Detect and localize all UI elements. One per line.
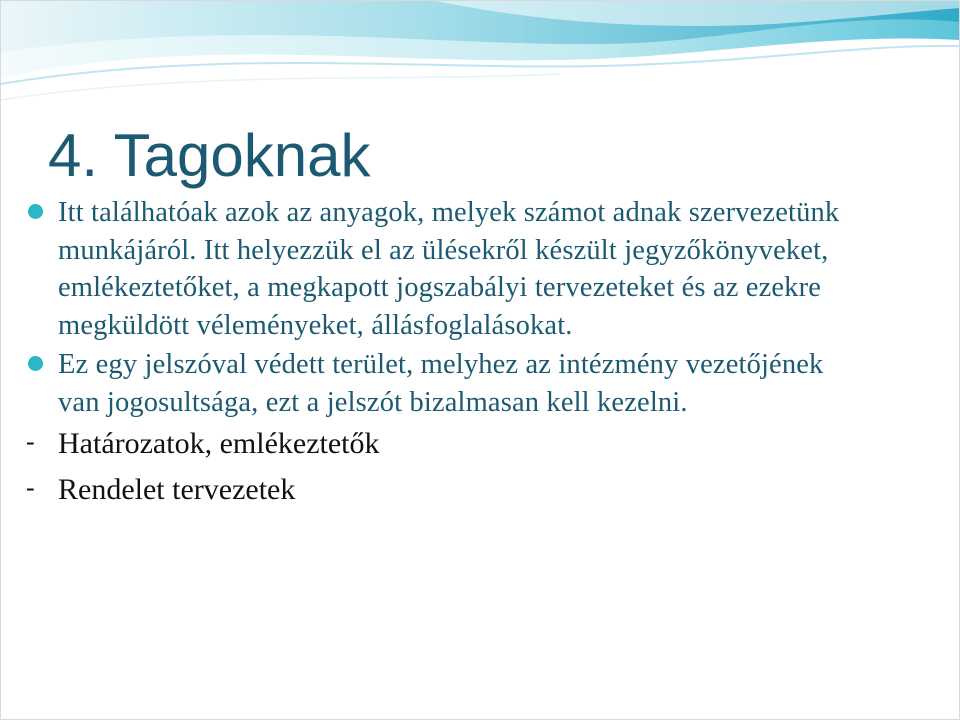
bullet-dot-icon [28, 356, 43, 371]
slide-title: 4. Tagoknak [48, 122, 371, 189]
bullet-dot-icon [28, 204, 43, 219]
list-item [26, 471, 858, 509]
list-item [58, 346, 858, 421]
dash-marker: - [26, 473, 35, 502]
list-item-text: Ez egy jelszóval védett terület, melyhez az intézmény vezetőjének van jogosultsága, ezt a jelszót bizalmasan kell kezelni. [58, 349, 824, 418]
dash-marker: - [26, 427, 35, 456]
list-item-text: Határozatok, emlékeztetők [58, 427, 380, 460]
content-list [26, 194, 858, 509]
list-item [58, 194, 858, 344]
list-item-text: Rendelet tervezetek [58, 473, 296, 506]
list-item-text: Itt találhatóak azok az anyagok, melyek számot adnak szervezetünk munkájáról. Itt helyezzük el az ülésekről készült jegyzőkönyveket, emlékeztetőket, a megkapott jogszabályi tervezeteket és az ezekre megküldött véleményeket, állásfoglalásokat. [58, 197, 840, 341]
header-wave-decoration [0, 0, 960, 120]
list-item [26, 425, 858, 463]
